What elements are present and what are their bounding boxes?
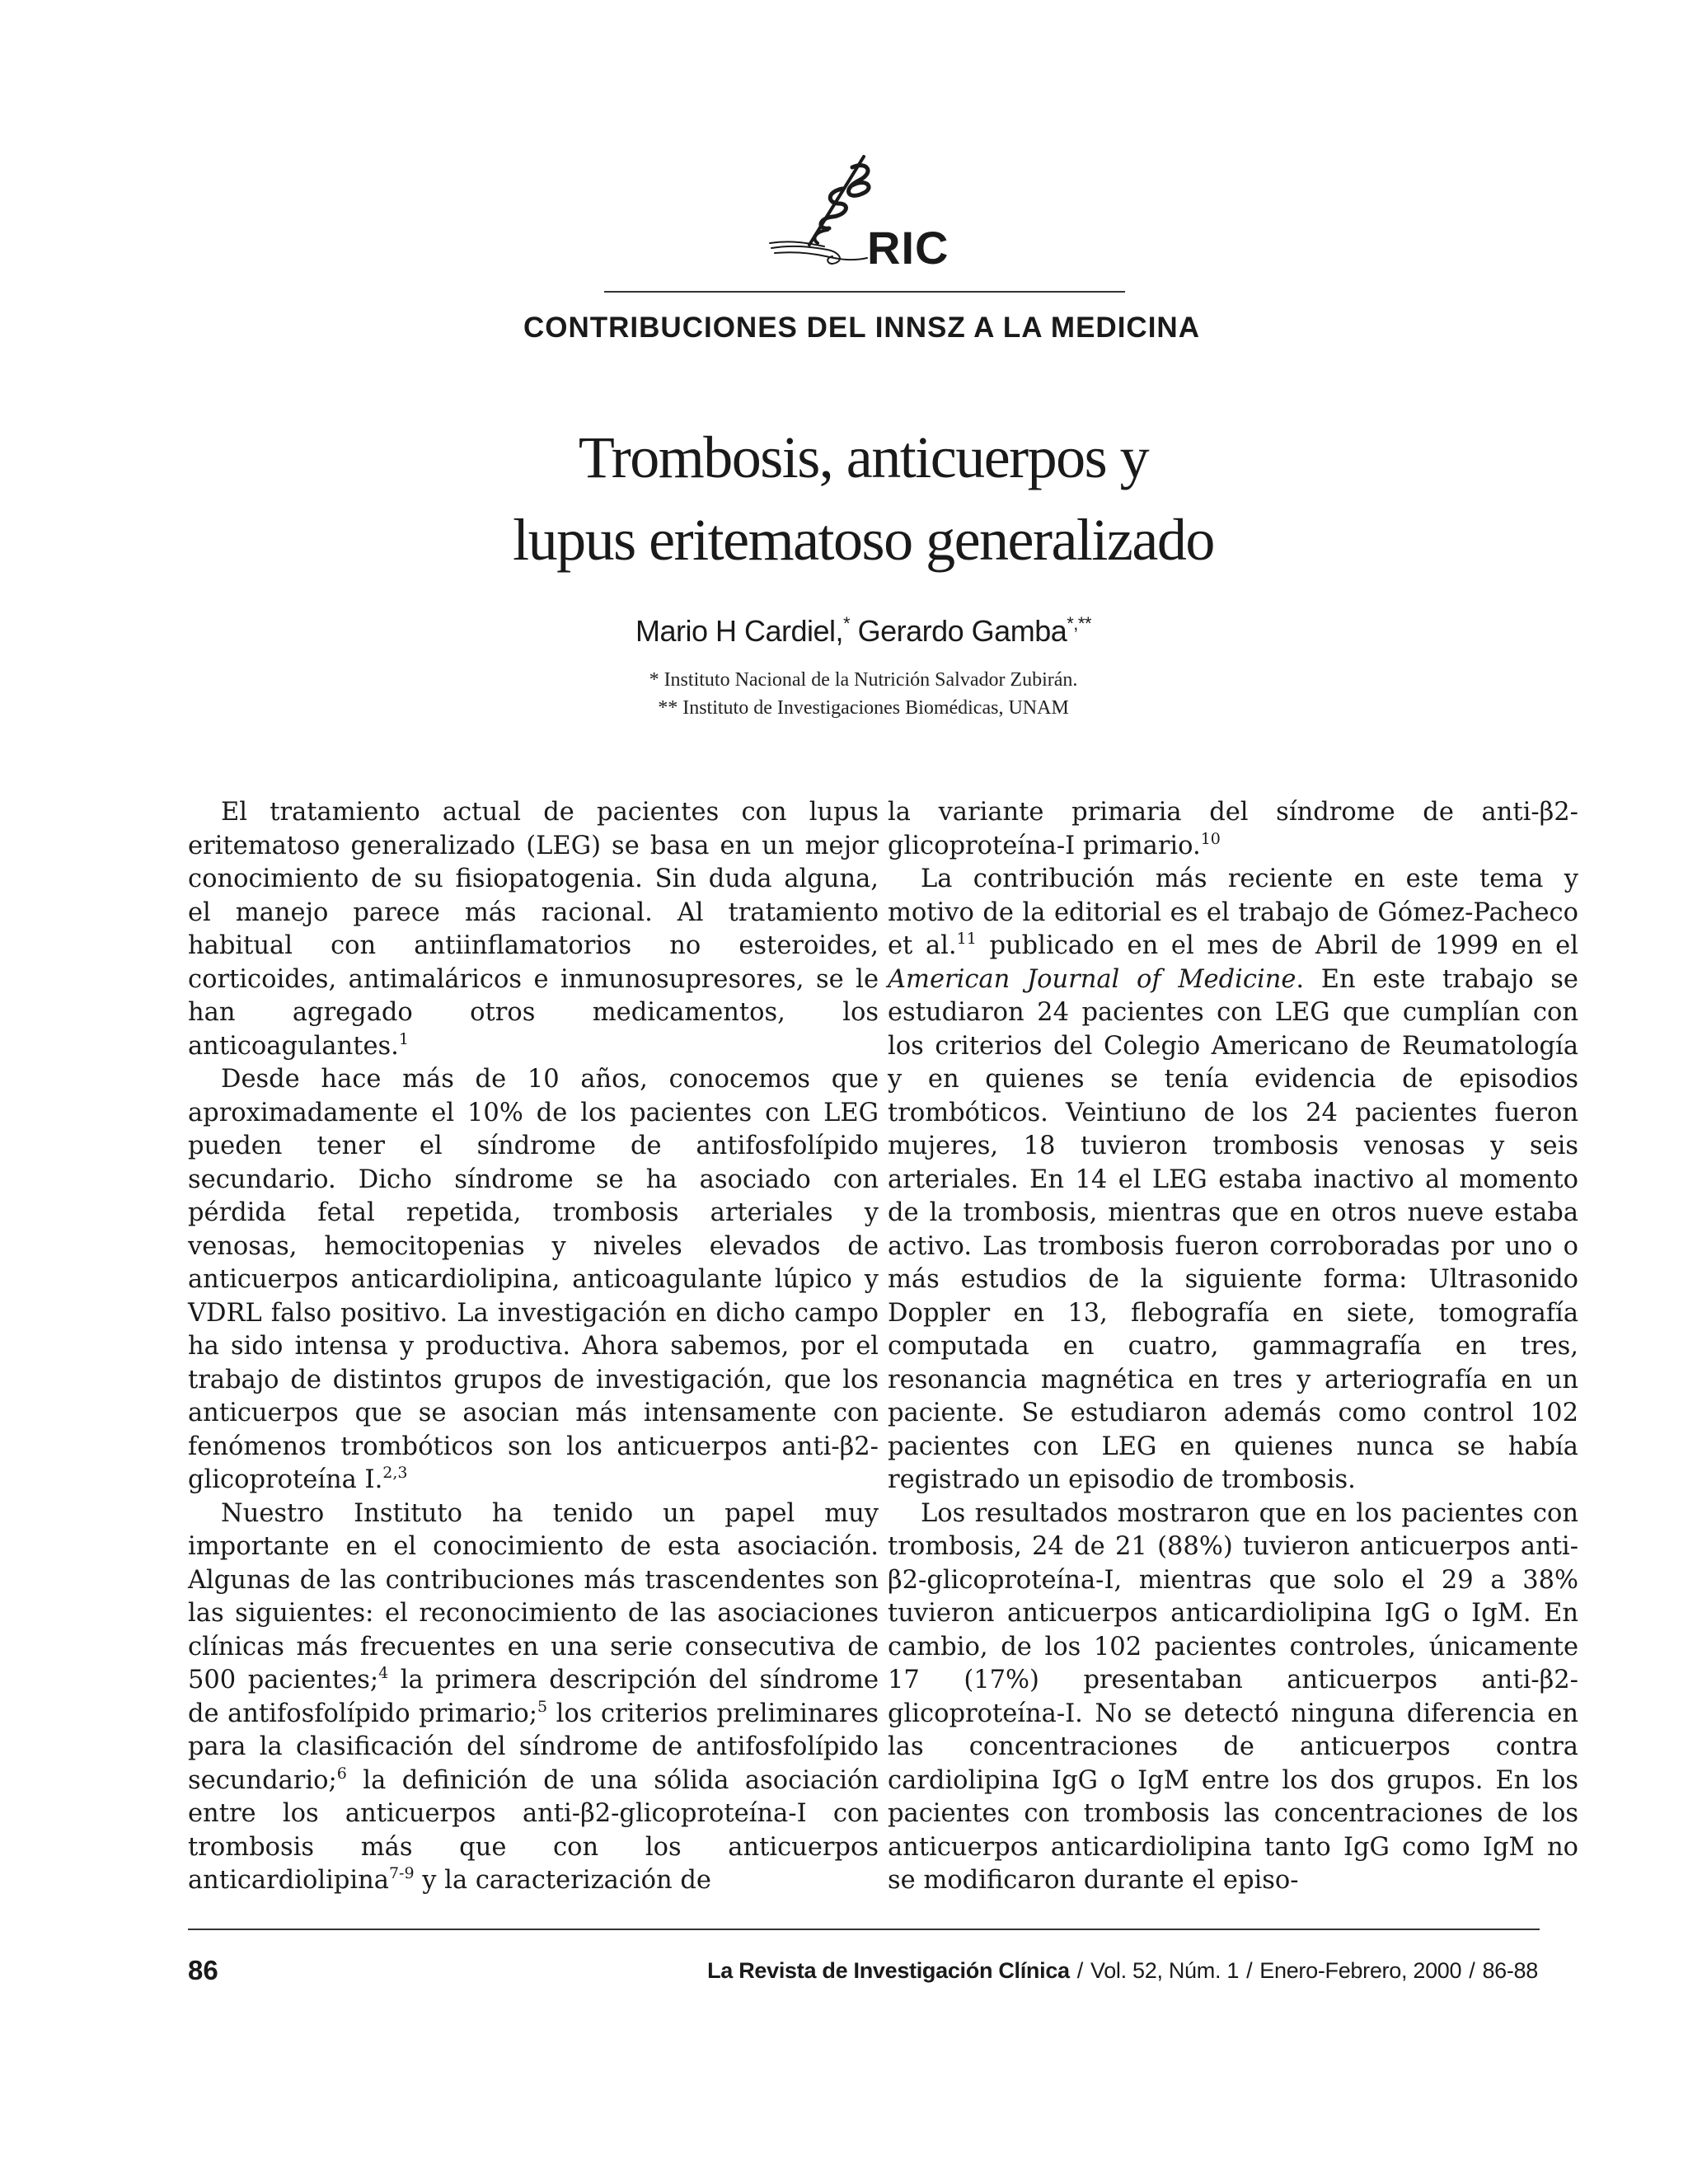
author-1: Mario H Cardiel, <box>635 614 844 648</box>
citation-ref: 7-9 <box>388 1864 415 1882</box>
citation-ref: 5 <box>537 1697 548 1716</box>
author-1-affiliation-mark: * <box>843 613 851 634</box>
header-divider <box>604 291 1125 293</box>
paragraph-6: Los resultados mostraron que en los pacientes con trombosis, 24 de 21 (88%) tuvieron anticuerpos anti-β2-glicoproteína-I, mientras que solo el 29 a 38% tuvieron anticuerpos anticardiolipina IgG o IgM. En cambio, de los 102 pacientes controles, únicamente 17 (17%) presentaban anticuerpos anti-β2-glicoproteína-I. No se detectó ninguna diferencia en las concentraciones de anticuerpos contra cardiolipina IgG o IgM entre los dos grupos. En los pacientes con trombosis las concentraciones de los anticuerpos anticardiolipina tanto IgG como IgM no se modificaron durante el episo- <box>888 1498 1578 1895</box>
article-title <box>0 416 1688 581</box>
title-line-2: lupus eritematoso generalizado <box>513 507 1214 573</box>
logo-text: RIC <box>867 222 950 274</box>
journal-citation-footer <box>707 1958 1538 1984</box>
body-column-right <box>888 796 1578 1898</box>
paragraph-3: Nuestro Instituto ha tenido un papel muy importante en el conocimiento de esta asociación. Algunas de las contribuciones más trascendentes son las siguientes: el reconocimiento de las asociaciones clínicas más frecuentes en una serie consecutiva de 500 pacientes;$^4$ la primera descripción del síndrome de antifosfolípido primario;$^5$ los criterios preliminares para la clasificación del síndrome de antifosfolípido secundario;$^6$ la definición de una sólida asociación entre los anticuerpos anti-β2-glicoproteína-I con trombosis más que con los anticuerpos anticardiolipina$^{7-9}$ y la caracterización de <box>188 1498 879 1895</box>
title-line-1: Trombosis, anticuerpos y <box>578 424 1149 490</box>
separator: / <box>1469 1958 1475 1983</box>
section-header: CONTRIBUCIONES DEL INNSZ A LA MEDICINA <box>523 312 1200 344</box>
paragraph-4: la variante primaria del síndrome de anti-β2-glicoproteína-I primario.$^{10}$ <box>888 798 1578 860</box>
page-number: 86 <box>188 1955 218 1985</box>
affiliation-1: * Instituto Nacional de la Nutrición Salvador Zubirán. <box>649 669 1078 691</box>
paragraph-2: Desde hace más de 10 años, conocemos que aproximadamente el 10% de los pacientes con LEG pueden tener el síndrome de antifosfolípido secundario. Dicho síndrome se ha asociado con pérdida fetal repetida, trombosis arteriales y venosas, hemocitopenias y niveles elevados de anticuerpos anticardiolipina, anticoagulante lúpico y VDRL falso positivo. La investigación en dicho campo ha sido intensa y productiva. Ahora sabemos, por el trabajo de distintos grupos de investigación, que los anticuerpos que se asocian más intensamente con fenómenos trombóticos son los anticuerpos anti-β2-glicoproteína I.$^{2,3}$ <box>188 1065 879 1494</box>
separator: / <box>1246 1958 1253 1983</box>
journal-citation: American Journal of Medicine <box>888 964 1296 994</box>
page-range: 86-88 <box>1482 1958 1538 1983</box>
author-2: Gerardo Gamba <box>850 614 1067 648</box>
affiliation-2: ** Instituto de Investigaciones Biomédicas, UNAM <box>658 697 1069 719</box>
citation-ref: 1 <box>398 1029 409 1048</box>
footer-divider <box>188 1929 1540 1930</box>
journal-logo <box>767 152 989 276</box>
issue-date: Enero-Febrero, 2000 <box>1259 1958 1462 1983</box>
citation-ref: 4 <box>378 1664 389 1682</box>
affiliations <box>0 666 1688 722</box>
citation-ref: 6 <box>336 1764 347 1783</box>
separator: / <box>1076 1958 1083 1983</box>
body-column-left <box>188 796 879 1898</box>
journal-name: La Revista de Investigación Clínica <box>707 1958 1070 1983</box>
citation-ref: 2,3 <box>382 1464 408 1482</box>
paragraph-5: La contribución más reciente en este tema y motivo de la editorial es el trabajo de Gómez-Pacheco et al.$^{11}$ publicado en el mes de Abril de 1999 en el American Journal of Medicine. En este trabajo se estudiaron 24 pacientes con LEG que cumplían con los criterios del Colegio Americano de Reumatología y en quienes se tenía evidencia de episodios trombóticos. Veintiuno de los 24 pacientes fueron mujeres, 18 tuvieron trombosis venosas y seis arteriales. En 14 el LEG estaba inactivo al momento de la trombosis, mientras que en otros nueve estaba activo. Las trombosis fueron corroboradas por uno o más estudios de la siguiente forma: Ultrasonido Doppler en 13, flebografía en siete, tomografía computada en cuatro, gammagrafía en tres, resonancia magnética en tres y arteriografía en un paciente. Se estudiaron además como control 102 pacientes con LEG en quienes nunca se había registrado un episodio de trombosis. <box>888 865 1578 1494</box>
citation-ref: 11 <box>956 930 977 948</box>
citation-ref: 10 <box>1200 829 1221 848</box>
author-list <box>0 614 1688 649</box>
paragraph-1: El tratamiento actual de pacientes con lupus eritematoso generalizado (LEG) se basa en un mejor conocimiento de su fisiopatogenia. Sin duda alguna, el manejo parece más racional. Al tratamiento habitual con antiinflamatorios no esteroides, corticoides, antimaláricos e inmunosupresores, se le han agregado otros medicamentos, los anticoagulantes.$^1$ <box>188 798 879 1061</box>
volume: Vol. 52, Núm. 1 <box>1090 1958 1240 1983</box>
author-2-affiliation-mark: *,** <box>1067 613 1092 634</box>
